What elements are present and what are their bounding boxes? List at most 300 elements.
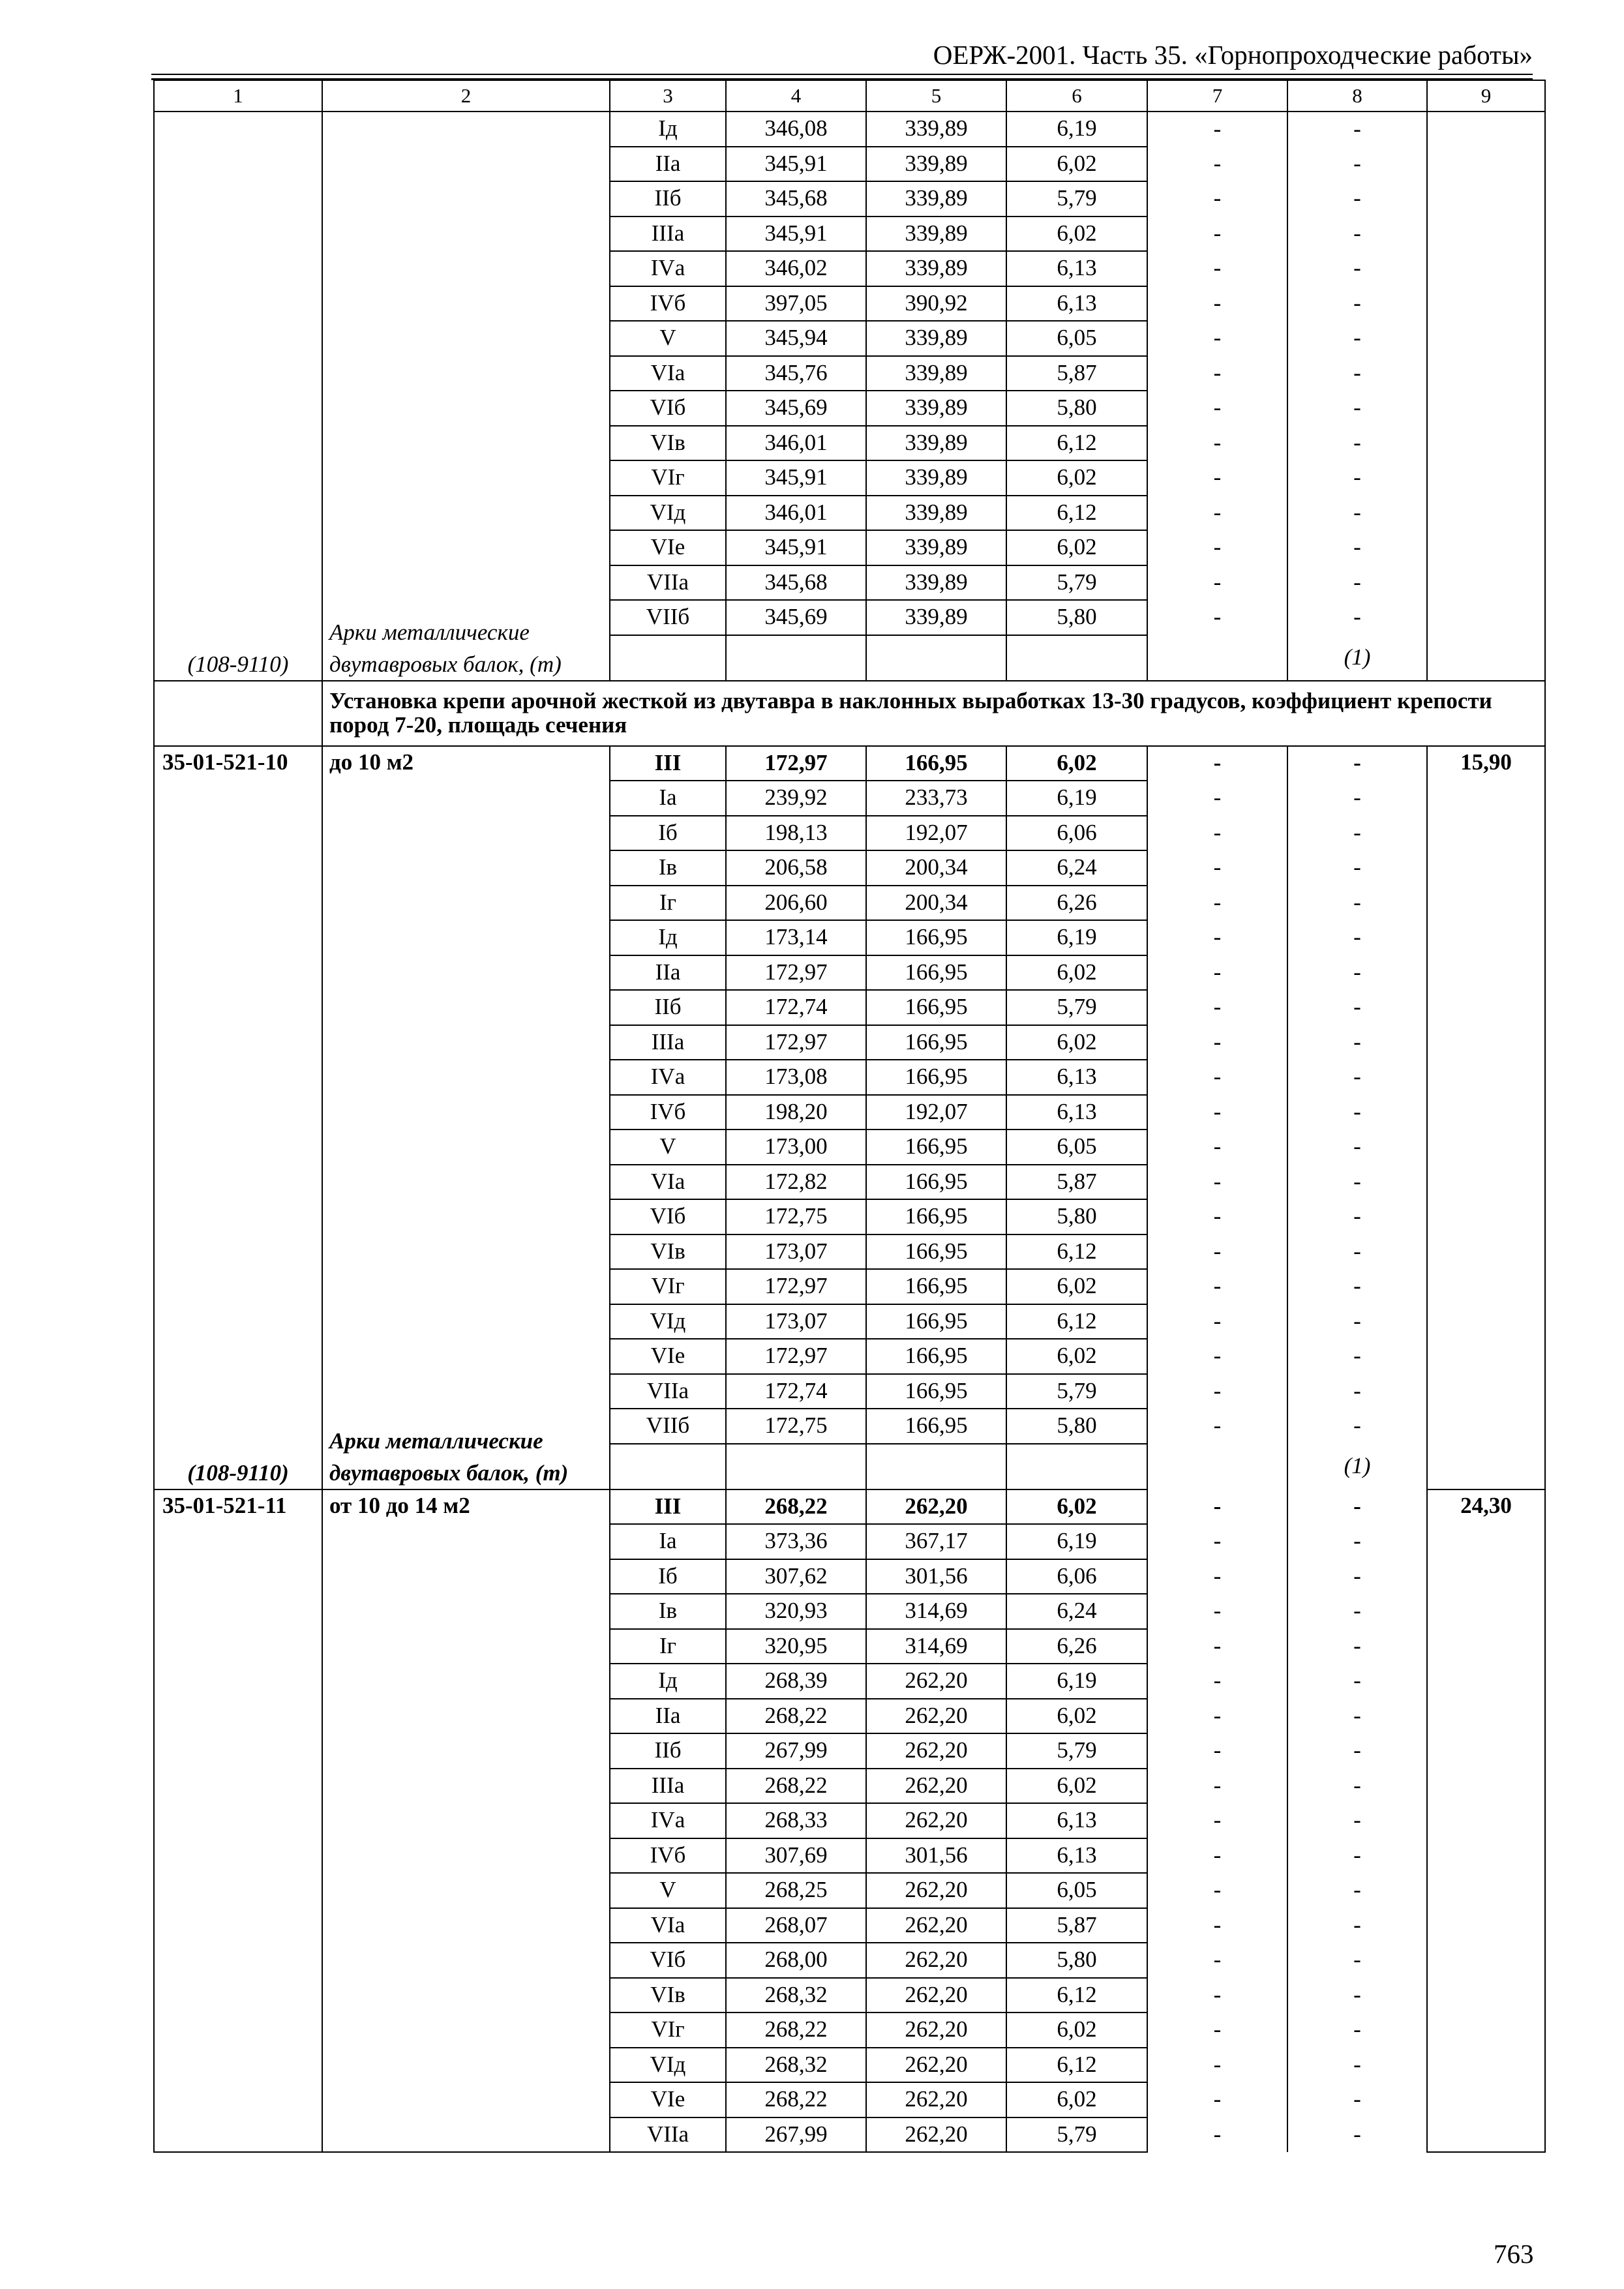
cell-col-4: 268,25: [726, 1873, 866, 1908]
cell-col-3: IIа: [610, 1699, 726, 1734]
cell-col-8: -: [1287, 356, 1427, 391]
cell-col-8: -: [1287, 1838, 1427, 1874]
item-code: 35-01-521-10: [162, 749, 288, 775]
cell-col-8: -: [1287, 1908, 1427, 1943]
cell-col-6: 5,80: [1006, 600, 1147, 635]
cell-col-8: -: [1287, 816, 1427, 851]
cell-col-8: -: [1287, 391, 1427, 426]
material-code: (108-9110): [187, 1459, 289, 1486]
cell-col-3: VIг: [610, 1269, 726, 1304]
cell-col-7: -: [1147, 1234, 1287, 1270]
cell-col-8: -: [1287, 990, 1427, 1025]
cell-col-8: -: [1287, 1594, 1427, 1629]
cell-col-7: -: [1147, 886, 1287, 921]
cell-col-4: 198,13: [726, 816, 866, 851]
cell-col-3: IVб: [610, 286, 726, 322]
cell-col-4: 172,97: [726, 746, 866, 781]
cell-col-4: 268,22: [726, 2082, 866, 2117]
cell-col-8: -: [1287, 920, 1427, 955]
cell-col-3: VIIб: [610, 600, 726, 635]
cell-col-3: Iа: [610, 781, 726, 816]
cell-col-6: 5,80: [1006, 391, 1147, 426]
column-number: 5: [866, 80, 1006, 112]
cell-col-7: -: [1147, 955, 1287, 991]
cell-col-3: VIа: [610, 1165, 726, 1200]
table-row: [154, 112, 1545, 147]
cell-col-8: -: [1287, 1699, 1427, 1734]
cell-col-3: IIб: [610, 1733, 726, 1769]
material-code: (108-9110): [187, 651, 289, 677]
cell-col-8: -: [1287, 1304, 1427, 1339]
cell-col-7: -: [1147, 781, 1287, 816]
cell-col-4: 346,01: [726, 426, 866, 461]
cell-col-3: IVа: [610, 1803, 726, 1838]
cell-col-7: -: [1147, 2117, 1287, 2153]
cell-col-3: VIа: [610, 1908, 726, 1943]
cell-col-4: 307,62: [726, 1559, 866, 1594]
cell-col-7: -: [1147, 1664, 1287, 1699]
cell-col-7: -: [1147, 2082, 1287, 2117]
cell-col-5: 314,69: [866, 1594, 1006, 1629]
item-desc-cell: [322, 1489, 610, 2153]
cell-col-8: -: [1287, 1269, 1427, 1304]
cell-col-6: 6,19: [1006, 112, 1147, 147]
cell-col-4: 173,08: [726, 1060, 866, 1095]
cell-col-5: 166,95: [866, 1199, 1006, 1234]
cell-col-7: -: [1147, 1269, 1287, 1304]
table-row: [154, 746, 1545, 781]
cell-col-4: 397,05: [726, 286, 866, 322]
cell-col-8: -: [1287, 1374, 1427, 1409]
cell-col-8: -: [1287, 1234, 1427, 1270]
cell-col-6: 6,13: [1006, 251, 1147, 286]
cell-col-6: 5,79: [1006, 1733, 1147, 1769]
cell-col-3: VIIб: [610, 1409, 726, 1444]
cell-col-8: -: [1287, 321, 1427, 356]
header-rule-thin: [151, 74, 1533, 75]
cell-col-5: 339,89: [866, 530, 1006, 565]
cell-col-4: 345,69: [726, 600, 866, 635]
cell-col-4: 172,97: [726, 1025, 866, 1060]
item-desc-wrap: [323, 747, 609, 1489]
cell-col-6: 6,13: [1006, 1060, 1147, 1095]
cell-col-8: -: [1287, 1559, 1427, 1594]
cell-col-3: IIб: [610, 990, 726, 1025]
cell-col-7: -: [1147, 816, 1287, 851]
cell-col-6: 6,02: [1006, 1269, 1147, 1304]
cell-col-4: 172,74: [726, 1374, 866, 1409]
cell-col-3: IIа: [610, 955, 726, 991]
cell-col-5: 166,95: [866, 1234, 1006, 1270]
item-desc: до 10 м2: [329, 749, 414, 775]
cell-col-5: 262,20: [866, 1733, 1006, 1769]
cell-col-5: 339,89: [866, 112, 1006, 147]
cell-col-5: 339,89: [866, 460, 1006, 496]
cell-col-6: 6,12: [1006, 1304, 1147, 1339]
cell-col-3: Iа: [610, 1524, 726, 1559]
cell-col-8: -: [1287, 1943, 1427, 1978]
cell-col-7: -: [1147, 1025, 1287, 1060]
cell-col-7: [1147, 635, 1287, 681]
cell-col-3: VIб: [610, 1199, 726, 1234]
cell-col-6: 6,12: [1006, 2048, 1147, 2083]
cell-col-5: 339,89: [866, 251, 1006, 286]
cell-col-7: -: [1147, 1803, 1287, 1838]
cell-col-8: -: [1287, 460, 1427, 496]
item-code-cell: [154, 746, 322, 1489]
cell-col-4: 267,99: [726, 1733, 866, 1769]
cell-col-6: 6,05: [1006, 321, 1147, 356]
cell-col-6: 5,79: [1006, 565, 1147, 601]
cell-col-6: 6,13: [1006, 1838, 1147, 1874]
cell-col-4: 320,93: [726, 1594, 866, 1629]
column-number: 7: [1147, 80, 1287, 112]
cell-col-6: 6,24: [1006, 850, 1147, 886]
item-desc-cell: [322, 746, 610, 1489]
cell-col-8: -: [1287, 251, 1427, 286]
cell-col-5: 339,89: [866, 565, 1006, 601]
cell-col-4: 172,82: [726, 1165, 866, 1200]
cell-col-5: 339,89: [866, 391, 1006, 426]
cell-col-8: -: [1287, 2012, 1427, 2048]
item-code-wrap: [155, 112, 322, 680]
cell-col-4: 268,07: [726, 1908, 866, 1943]
cell-col-5: 262,20: [866, 2082, 1006, 2117]
cell-col-7: -: [1147, 1489, 1287, 1525]
cell-col-3: VIб: [610, 391, 726, 426]
cell-col-5: 339,89: [866, 426, 1006, 461]
cell-col-8: -: [1287, 1130, 1427, 1165]
cell-col-3: IVа: [610, 251, 726, 286]
cell-col-6: 5,80: [1006, 1409, 1147, 1444]
cell-col-6: 6,02: [1006, 1339, 1147, 1374]
cell-col-5: 301,56: [866, 1559, 1006, 1594]
cell-col-5: 339,89: [866, 496, 1006, 531]
cell-col-4: 173,00: [726, 1130, 866, 1165]
cell-col-3: VIд: [610, 496, 726, 531]
cell-col-8: -: [1287, 565, 1427, 601]
cell-col-6: 6,24: [1006, 1594, 1147, 1629]
cell-col-3: VIIа: [610, 1374, 726, 1409]
cell-col-6: 5,87: [1006, 1908, 1147, 1943]
cell-col-6: 5,79: [1006, 990, 1147, 1025]
cell-col-4: 206,58: [726, 850, 866, 886]
cell-col-7: -: [1147, 1060, 1287, 1095]
cell-col-3: VIд: [610, 1304, 726, 1339]
cell-col-5: 262,20: [866, 2048, 1006, 2083]
cell-col-5: 262,20: [866, 2117, 1006, 2153]
cell-col-3: VIд: [610, 2048, 726, 2083]
cell-col-7: -: [1147, 1978, 1287, 2013]
item-code-cell: [154, 112, 322, 681]
cell-col-7: -: [1147, 426, 1287, 461]
cell-col-4: 172,75: [726, 1409, 866, 1444]
cell-col-8: -: [1287, 1664, 1427, 1699]
cell-col-8: -: [1287, 1524, 1427, 1559]
cell-col-4: 172,74: [726, 990, 866, 1025]
cell-col-5: 200,34: [866, 850, 1006, 886]
item-code-cell: [154, 1489, 322, 2153]
cell-col-4: 268,32: [726, 2048, 866, 2083]
cell-col-8: -: [1287, 181, 1427, 217]
cell-col-7: -: [1147, 356, 1287, 391]
cell-col-4: 307,69: [726, 1838, 866, 1874]
cell-col-3: VIв: [610, 1978, 726, 2013]
cell-col-3: VIг: [610, 460, 726, 496]
cell-col-4: 345,91: [726, 147, 866, 182]
cell-col-4: 268,33: [726, 1803, 866, 1838]
cell-col-7: -: [1147, 1339, 1287, 1374]
cell-col-4: 345,68: [726, 181, 866, 217]
cell-col-4: 268,22: [726, 1489, 866, 1525]
cell-col-5: [866, 635, 1006, 681]
cell-col-8: -: [1287, 496, 1427, 531]
cell-col-7: -: [1147, 112, 1287, 147]
cell-col-8: -: [1287, 1060, 1427, 1095]
cell-col-5: 262,20: [866, 1664, 1006, 1699]
cell-col-8: -: [1287, 1165, 1427, 1200]
cell-col-4: 268,00: [726, 1943, 866, 1978]
cell-col-3: Iд: [610, 920, 726, 955]
cell-col-8: -: [1287, 781, 1427, 816]
cell-col-3: IIIа: [610, 1769, 726, 1804]
cell-col-6: 6,05: [1006, 1130, 1147, 1165]
cell-col-6: 6,06: [1006, 1559, 1147, 1594]
cell-col-3: VIб: [610, 1943, 726, 1978]
result-cell: [1427, 112, 1545, 681]
cell-col-3: III: [610, 1489, 726, 1525]
cell-col-3: IVб: [610, 1095, 726, 1130]
cell-col-8: -: [1287, 955, 1427, 991]
cell-col-3: V: [610, 1130, 726, 1165]
cell-col-8: -: [1287, 1095, 1427, 1130]
cell-col-3: VIIа: [610, 2117, 726, 2153]
cell-col-3: IVа: [610, 1060, 726, 1095]
cell-col-5: 339,89: [866, 181, 1006, 217]
cell-col-6: 6,19: [1006, 1524, 1147, 1559]
cell-col-7: -: [1147, 181, 1287, 217]
cell-col-5: 166,95: [866, 1025, 1006, 1060]
cell-col-3: Iг: [610, 886, 726, 921]
cell-col-7: -: [1147, 1165, 1287, 1200]
cell-col-3: Iд: [610, 112, 726, 147]
cell-col-8: -: [1287, 147, 1427, 182]
item-code: [155, 112, 322, 120]
cell-col-7: -: [1147, 1594, 1287, 1629]
cell-col-3: Iв: [610, 1594, 726, 1629]
cell-col-4: 345,76: [726, 356, 866, 391]
cell-col-3: Iд: [610, 1664, 726, 1699]
cell-col-7: -: [1147, 460, 1287, 496]
cell-col-6: 6,12: [1006, 426, 1147, 461]
cell-col-4: 267,99: [726, 2117, 866, 2153]
cell-col-3: VIе: [610, 1339, 726, 1374]
cell-col-5: [866, 1444, 1006, 1489]
cell-col-3: VIе: [610, 2082, 726, 2117]
item-desc-cell: [322, 112, 610, 681]
cell-col-4: 320,95: [726, 1629, 866, 1664]
cell-col-8: -: [1287, 600, 1427, 635]
cell-col-8: -: [1287, 1803, 1427, 1838]
cell-col-6: 5,87: [1006, 356, 1147, 391]
cell-col-8: -: [1287, 2082, 1427, 2117]
cell-col-6: 6,19: [1006, 920, 1147, 955]
cell-col-8: -: [1287, 1489, 1427, 1525]
material-name: Арки металлические двутавровых балок, (т): [329, 1428, 569, 1486]
cell-col-7: -: [1147, 147, 1287, 182]
cell-col-5: 262,20: [866, 1978, 1006, 2013]
cell-col-3: VIг: [610, 2012, 726, 2048]
cell-col-3: IIб: [610, 181, 726, 217]
cell-col-7: -: [1147, 1130, 1287, 1165]
cell-col-6: 6,26: [1006, 1629, 1147, 1664]
cell-col-7: -: [1147, 746, 1287, 781]
cell-col-6: 5,87: [1006, 1165, 1147, 1200]
cell-col-4: 345,69: [726, 391, 866, 426]
cell-col-6: 5,79: [1006, 1374, 1147, 1409]
cell-col-8: -: [1287, 1199, 1427, 1234]
result-value: 24,30: [1460, 1492, 1512, 1518]
cell-col-4: 198,20: [726, 1095, 866, 1130]
cell-col-6: 6,13: [1006, 1095, 1147, 1130]
cell-col-7: -: [1147, 1699, 1287, 1734]
cell-col-4: 173,07: [726, 1234, 866, 1270]
cell-col-7: [1147, 1444, 1287, 1489]
cell-col-3: V: [610, 321, 726, 356]
cell-col-4: 373,36: [726, 1524, 866, 1559]
cell-col-6: 6,12: [1006, 496, 1147, 531]
page-number: 763: [1494, 2239, 1534, 2269]
cell-col-7: -: [1147, 1943, 1287, 1978]
cell-col-5: 166,95: [866, 1130, 1006, 1165]
cell-col-6: 5,80: [1006, 1199, 1147, 1234]
item-desc-wrap: [323, 1490, 609, 2152]
cell-col-5: 200,34: [866, 886, 1006, 921]
cell-col-7: -: [1147, 1095, 1287, 1130]
cell-col-6: 6,02: [1006, 1025, 1147, 1060]
cell-col-4: 172,97: [726, 955, 866, 991]
cell-col-5: 166,95: [866, 920, 1006, 955]
cell-col-6: 6,02: [1006, 530, 1147, 565]
cell-col-8: -: [1287, 850, 1427, 886]
cell-col-3: IVб: [610, 1838, 726, 1874]
cell-col-7: -: [1147, 1199, 1287, 1234]
cell-col-3: Iб: [610, 816, 726, 851]
material-qty: (1): [1287, 635, 1427, 681]
cell-col-3: Iв: [610, 850, 726, 886]
cell-col-4: 346,08: [726, 112, 866, 147]
cell-col-6: 5,80: [1006, 1943, 1147, 1978]
column-number: 3: [610, 80, 726, 112]
item-code: 35-01-521-11: [162, 1492, 287, 1518]
column-number: 1: [154, 80, 322, 112]
section-title-row: [154, 681, 1545, 746]
cell-col-3: [610, 1444, 726, 1489]
cell-col-5: 166,95: [866, 990, 1006, 1025]
cell-col-5: 262,20: [866, 1908, 1006, 1943]
cell-col-5: 339,89: [866, 356, 1006, 391]
cell-col-6: 5,79: [1006, 181, 1147, 217]
section-title: Установка крепи арочной жесткой из двутавра в наклонных выработках 13-30 градусов, коэффициент крепости пород 7-20, площадь сечения: [322, 681, 1545, 746]
page-header-title: ОЕРЖ-2001. Часть 35. «Горнопроходческие работы»: [933, 40, 1533, 70]
item-desc: [323, 112, 609, 120]
cell-col-4: 345,91: [726, 530, 866, 565]
cell-col-4: 345,68: [726, 565, 866, 601]
cell-col-6: 6,13: [1006, 286, 1147, 322]
cell-col-5: 339,89: [866, 147, 1006, 182]
cell-col-5: 339,89: [866, 321, 1006, 356]
column-number: 8: [1287, 80, 1427, 112]
cell-col-7: -: [1147, 1908, 1287, 1943]
cell-col-5: 166,95: [866, 1304, 1006, 1339]
column-number: 6: [1006, 80, 1147, 112]
cell-col-4: 206,60: [726, 886, 866, 921]
cell-col-6: 6,12: [1006, 1978, 1147, 2013]
cell-col-3: Iб: [610, 1559, 726, 1594]
result-value: 15,90: [1460, 749, 1512, 775]
cell-col-7: -: [1147, 530, 1287, 565]
cell-col-5: 166,95: [866, 1060, 1006, 1095]
cell-col-7: -: [1147, 920, 1287, 955]
cell-col-5: 166,95: [866, 1269, 1006, 1304]
cell-col-6: 6,02: [1006, 955, 1147, 991]
cell-col-3: VIе: [610, 530, 726, 565]
cell-col-7: -: [1147, 850, 1287, 886]
item-code-wrap: [155, 1490, 322, 2152]
cell-col-3: VIв: [610, 426, 726, 461]
cell-col-7: -: [1147, 1374, 1287, 1409]
cell-col-8: -: [1287, 886, 1427, 921]
cell-col-6: 6,02: [1006, 147, 1147, 182]
cell-col-4: 268,22: [726, 2012, 866, 2048]
cell-col-4: 173,07: [726, 1304, 866, 1339]
cell-col-4: [726, 635, 866, 681]
cell-col-7: -: [1147, 217, 1287, 252]
cell-col-7: -: [1147, 1873, 1287, 1908]
cell-col-6: 6,26: [1006, 886, 1147, 921]
cell-col-7: -: [1147, 990, 1287, 1025]
column-number: 2: [322, 80, 610, 112]
cell-col-8: -: [1287, 530, 1427, 565]
cell-col-6: 6,02: [1006, 460, 1147, 496]
cell-col-7: -: [1147, 321, 1287, 356]
cell-col-7: -: [1147, 1524, 1287, 1559]
cell-col-5: 166,95: [866, 746, 1006, 781]
cell-col-7: -: [1147, 600, 1287, 635]
cell-col-3: IIIа: [610, 1025, 726, 1060]
result-cell: [1427, 746, 1545, 1489]
cell-col-6: 6,06: [1006, 816, 1147, 851]
cell-col-5: 262,20: [866, 1803, 1006, 1838]
cell-col-4: 173,14: [726, 920, 866, 955]
cell-col-6: 6,02: [1006, 1769, 1147, 1804]
cell-col-4: 346,01: [726, 496, 866, 531]
cell-col-7: -: [1147, 2012, 1287, 2048]
cell-col-5: 166,95: [866, 1339, 1006, 1374]
cell-col-5: 262,20: [866, 1873, 1006, 1908]
cell-col-8: -: [1287, 1025, 1427, 1060]
cell-col-4: 345,94: [726, 321, 866, 356]
cell-col-6: [1006, 635, 1147, 681]
item-desc-wrap: [323, 112, 609, 680]
cell-col-7: -: [1147, 1838, 1287, 1874]
item-desc: от 10 до 14 м2: [329, 1492, 470, 1518]
section-title-blank: [154, 681, 322, 746]
cell-col-5: 314,69: [866, 1629, 1006, 1664]
cell-col-5: 262,20: [866, 2012, 1006, 2048]
cell-col-8: -: [1287, 112, 1427, 147]
material-name: Арки металлические двутавровых балок, (т): [329, 619, 562, 677]
